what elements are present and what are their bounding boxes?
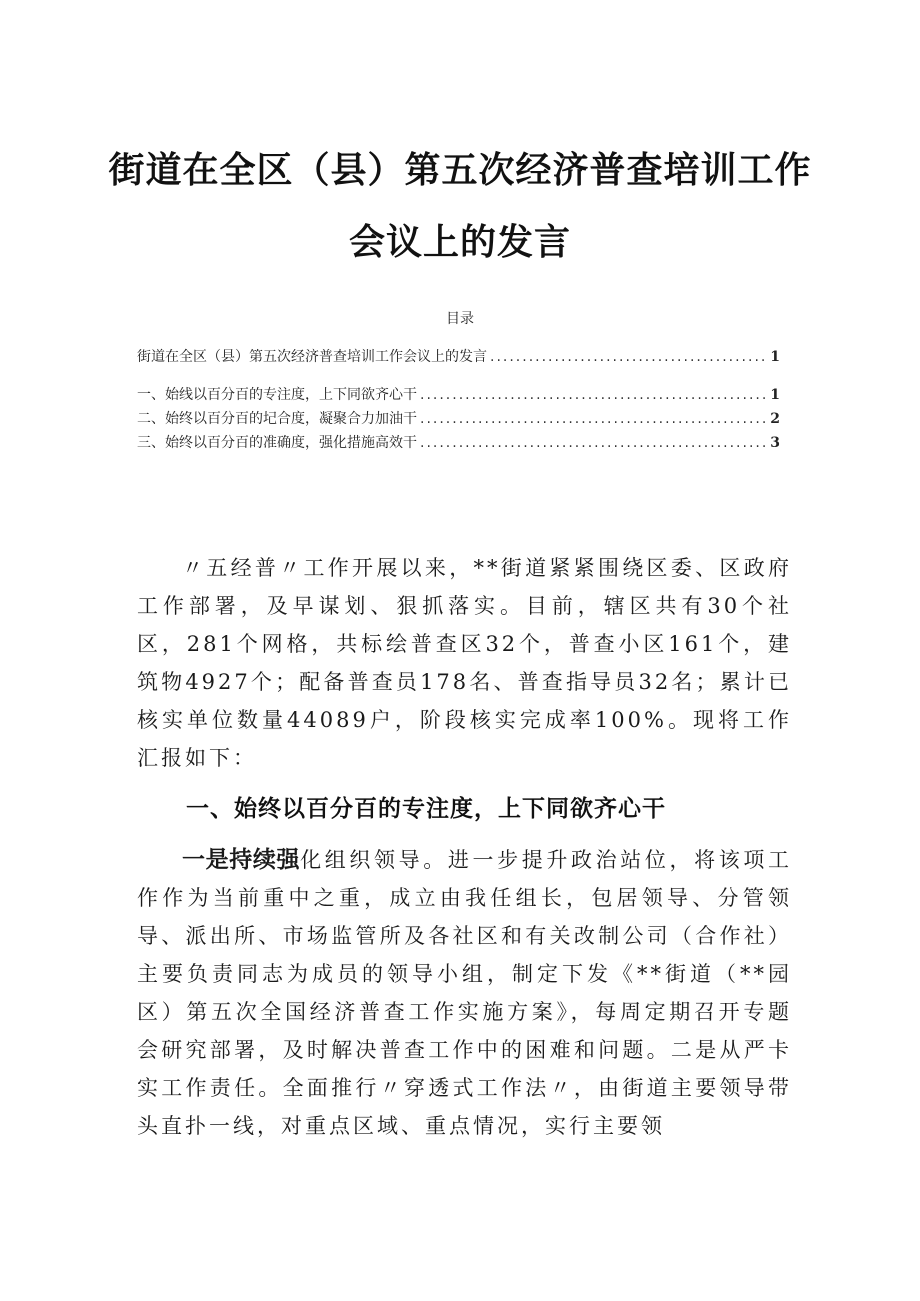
toc-entry-page: 2: [770, 411, 780, 427]
toc-entry-text: 三、始终以百分百的准确度，强化措施高效干: [137, 435, 417, 451]
intro-paragraph: 〃五经普〃工作开展以来，**街道紧紧围绕区委、区政府工作部署，及早谋划、狠抓落实。目前，辖区共有30个社区，281个网格，共标绘普查区32个，普查小区161个，建筑物4927个；配备普查员178名、普查指导员32名；累计已核实单位数量44089户，阶段核实完成率100%。现将工作汇报如下：: [137, 556, 792, 770]
section-1-heading: 一、始终以百分百的专注度，上下同欲齐心干: [186, 796, 666, 822]
toc-entry[interactable]: [137, 432, 780, 452]
toc-entry[interactable]: [137, 408, 780, 428]
toc-entry[interactable]: [137, 384, 780, 404]
document-title-line-2: 会议上的发言: [348, 222, 571, 263]
toc-entry-text: 一、始线以百分百的专注度，上下同欲齐心干: [137, 387, 417, 403]
toc-leader-dots: [420, 411, 767, 427]
toc-leader-dots: [420, 435, 767, 451]
toc-entry[interactable]: [137, 346, 780, 366]
toc-entry-page: 1: [770, 387, 780, 403]
toc-entry-page: 3: [770, 435, 780, 451]
section-1-paragraph: [137, 841, 792, 1145]
toc-entry-text: 街道在全区（县）第五次经济普查培训工作会议上的发言: [137, 349, 487, 365]
toc-entry-page: 1: [770, 349, 780, 365]
toc-leader-dots: [490, 349, 767, 365]
paragraph-body-text: 化组织领导。进一步提升政治站位，将该项工作作为当前重中之重，成立由我任组长，包居领导、分管领导、派出所、市场监管所及各社区和有关改制公司（合作社）主要负责同志为成员的领导小组，制定下发《**街道（**园区）第五次全国经济普查工作实施方案》，每周定期召开专题会研究部署，及时解决普查工作中的困难和问题。二是从严卡实工作责任。全面推行〃穿透式工作法〃，由街道主要领导带头直扑一线，对重点区域、重点情况，实行主要领: [137, 848, 792, 1138]
paragraph-lead-text: 一是持续强: [182, 847, 301, 873]
toc-heading: 目录: [446, 311, 474, 327]
toc-leader-dots: [420, 387, 767, 403]
toc-entry-text: 二、始终以百分百的圮合度，凝聚合力加油干: [137, 411, 417, 427]
document-title-line-1: 街道在全区（县）第五次经济普查培训工作: [108, 150, 812, 191]
